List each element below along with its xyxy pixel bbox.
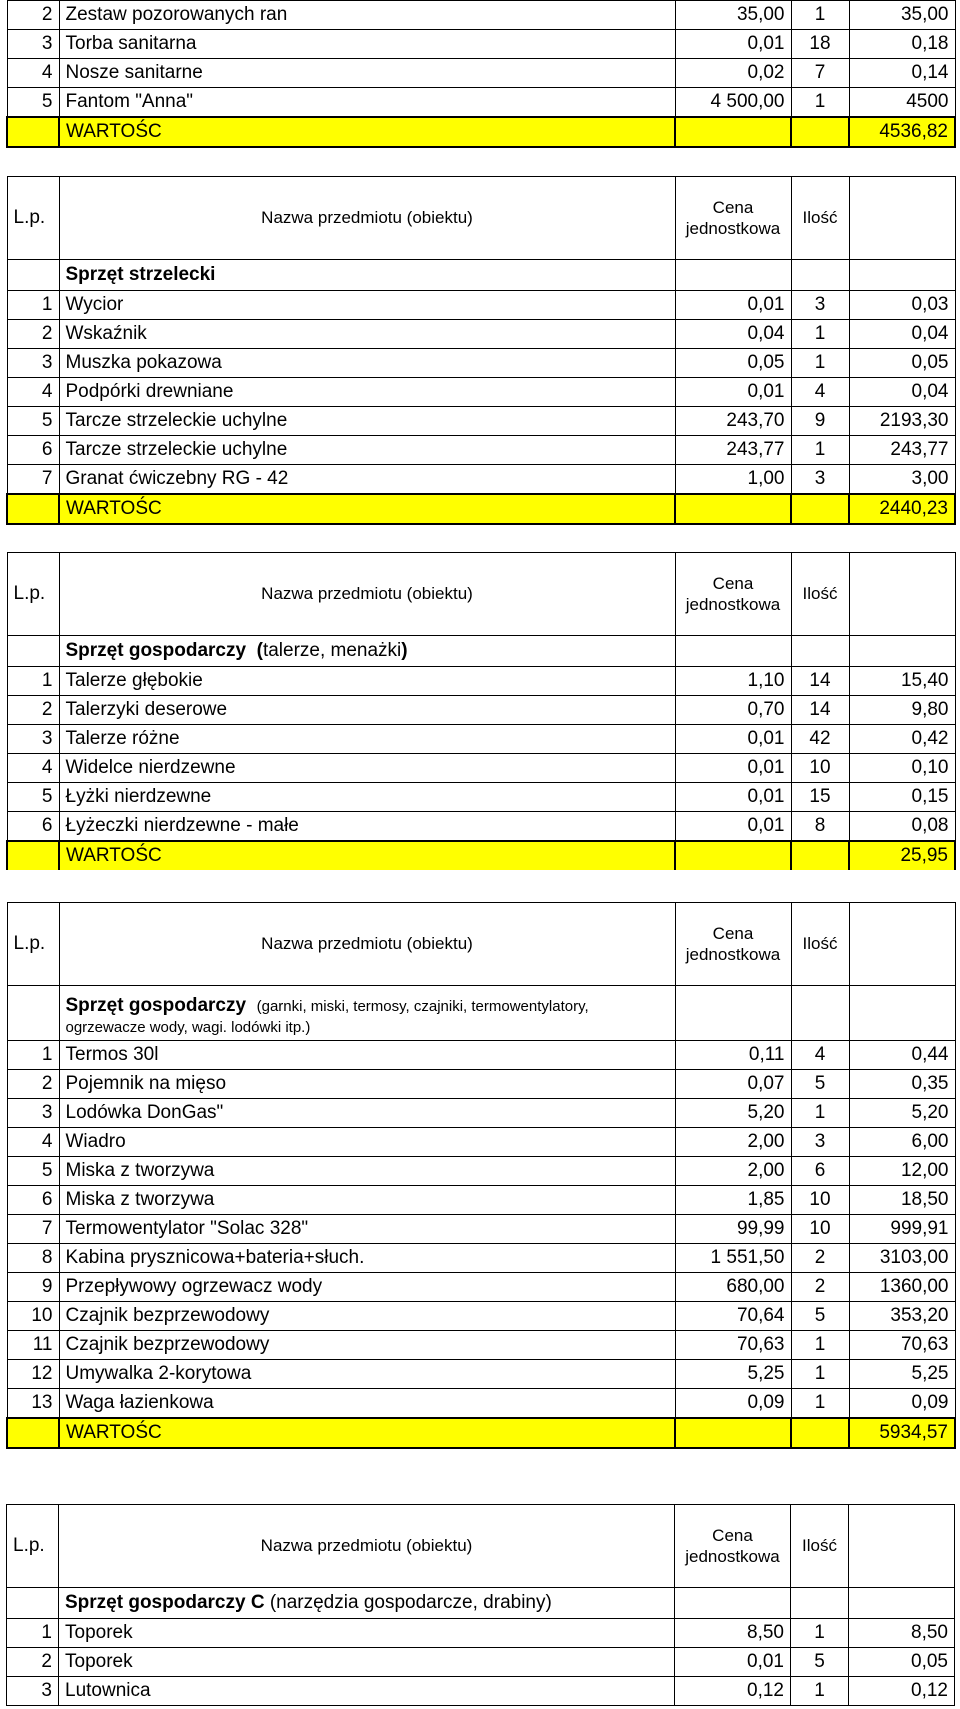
header-lp: L.p. bbox=[7, 177, 59, 260]
table-row bbox=[7, 1215, 955, 1244]
row-lp: 1 bbox=[7, 1619, 59, 1648]
row-price: 1,10 bbox=[675, 667, 791, 696]
row-price: 1,85 bbox=[675, 1186, 791, 1215]
table-block-gospodarczy-2 bbox=[6, 902, 954, 1449]
row-lp: 4 bbox=[7, 1128, 59, 1157]
row-name: Przepływowy ogrzewacz wody bbox=[59, 1273, 675, 1302]
row-price: 35,00 bbox=[675, 1, 791, 30]
row-price: 70,64 bbox=[675, 1302, 791, 1331]
row-lp: 2 bbox=[7, 696, 59, 725]
total-row bbox=[7, 494, 955, 524]
header-row bbox=[7, 177, 955, 260]
row-lp: 12 bbox=[7, 1360, 59, 1389]
row-qty: 10 bbox=[791, 754, 849, 783]
table-row bbox=[7, 59, 955, 88]
header-lp: L.p. bbox=[7, 553, 59, 636]
row-value: 1360,00 bbox=[849, 1273, 955, 1302]
row-qty: 1 bbox=[791, 1360, 849, 1389]
row-lp: 10 bbox=[7, 1302, 59, 1331]
row-lp: 3 bbox=[7, 1677, 59, 1706]
row-lp: 7 bbox=[7, 465, 59, 495]
row-value: 999,91 bbox=[849, 1215, 955, 1244]
row-value: 18,50 bbox=[849, 1186, 955, 1215]
table-row bbox=[7, 725, 955, 754]
row-name: Lutownica bbox=[59, 1677, 675, 1706]
header-row bbox=[7, 553, 955, 636]
row-lp: 5 bbox=[7, 1157, 59, 1186]
row-lp: 1 bbox=[7, 291, 59, 320]
section-title: Sprzęt gospodarczy (garnki, miski, termosy, czajniki, termowentylatory, ogrzewacze wody, wagi. lodówki itp.) bbox=[59, 986, 675, 1041]
row-name: Torba sanitarna bbox=[59, 30, 675, 59]
header-price: Cena jednostkowa bbox=[675, 177, 791, 260]
row-price: 1,00 bbox=[675, 465, 791, 495]
row-lp: 6 bbox=[7, 1186, 59, 1215]
row-name: Lodówka DonGas" bbox=[59, 1099, 675, 1128]
table-row bbox=[7, 812, 955, 842]
row-name: Talerzyki deserowe bbox=[59, 696, 675, 725]
row-qty: 10 bbox=[791, 1186, 849, 1215]
row-qty: 15 bbox=[791, 783, 849, 812]
section-row bbox=[7, 260, 955, 291]
total-label: WARTOŚC bbox=[59, 494, 675, 524]
row-value: 35,00 bbox=[849, 1, 955, 30]
row-price: 70,63 bbox=[675, 1331, 791, 1360]
row-lp: 6 bbox=[7, 812, 59, 842]
row-lp: 9 bbox=[7, 1273, 59, 1302]
row-value: 9,80 bbox=[849, 696, 955, 725]
row-value: 0,42 bbox=[849, 725, 955, 754]
row-value: 353,20 bbox=[849, 1302, 955, 1331]
row-name: Czajnik bezprzewodowy bbox=[59, 1331, 675, 1360]
row-lp: 8 bbox=[7, 1244, 59, 1273]
row-name: Miska z tworzywa bbox=[59, 1157, 675, 1186]
row-qty: 5 bbox=[791, 1302, 849, 1331]
row-qty: 1 bbox=[791, 1099, 849, 1128]
table-row bbox=[7, 465, 955, 495]
header-value bbox=[849, 553, 955, 636]
total-label: WARTOŚC bbox=[59, 841, 675, 870]
table-row bbox=[7, 1186, 955, 1215]
row-qty: 14 bbox=[791, 667, 849, 696]
row-lp: 4 bbox=[7, 378, 59, 407]
row-name: Toporek bbox=[59, 1619, 675, 1648]
row-qty: 18 bbox=[791, 30, 849, 59]
row-value: 0,08 bbox=[849, 812, 955, 842]
row-value: 0,35 bbox=[849, 1070, 955, 1099]
header-name: Nazwa przedmiotu (obiektu) bbox=[59, 903, 675, 986]
row-qty: 1 bbox=[791, 88, 849, 118]
section-title: Sprzęt gospodarczy (talerze, menażki) bbox=[59, 636, 675, 667]
row-name: Czajnik bezprzewodowy bbox=[59, 1302, 675, 1331]
table-row bbox=[7, 378, 955, 407]
row-value: 8,50 bbox=[849, 1619, 955, 1648]
row-name: Podpórki drewniane bbox=[59, 378, 675, 407]
inventory-table-gospodarczy-2 bbox=[6, 902, 956, 1449]
row-value: 2193,30 bbox=[849, 407, 955, 436]
total-row bbox=[7, 841, 955, 870]
row-qty: 14 bbox=[791, 696, 849, 725]
section-row bbox=[7, 986, 955, 1041]
table-row bbox=[7, 1041, 955, 1070]
total-value: 5934,57 bbox=[849, 1418, 955, 1448]
row-qty: 8 bbox=[791, 812, 849, 842]
row-qty: 5 bbox=[791, 1070, 849, 1099]
table-row bbox=[7, 1389, 955, 1419]
row-value: 4500 bbox=[849, 88, 955, 118]
row-name: Kabina prysznicowa+bateria+słuch. bbox=[59, 1244, 675, 1273]
row-name: Wiadro bbox=[59, 1128, 675, 1157]
header-name: Nazwa przedmiotu (obiektu) bbox=[59, 1505, 675, 1588]
row-value: 0,05 bbox=[849, 1648, 955, 1677]
table-block-strzelecki bbox=[6, 176, 954, 525]
row-name: Łyżki nierdzewne bbox=[59, 783, 675, 812]
row-qty: 1 bbox=[791, 349, 849, 378]
row-price: 0,01 bbox=[675, 30, 791, 59]
row-lp: 1 bbox=[7, 1041, 59, 1070]
header-price: Cena jednostkowa bbox=[675, 1505, 791, 1588]
row-name: Waga łazienkowa bbox=[59, 1389, 675, 1419]
header-qty: Ilość bbox=[791, 177, 849, 260]
row-qty: 1 bbox=[791, 1, 849, 30]
row-lp: 7 bbox=[7, 1215, 59, 1244]
row-price: 0,11 bbox=[675, 1041, 791, 1070]
header-lp: L.p. bbox=[7, 1505, 59, 1588]
row-value: 0,15 bbox=[849, 783, 955, 812]
row-price: 99,99 bbox=[675, 1215, 791, 1244]
table-row bbox=[7, 1128, 955, 1157]
row-price: 0,07 bbox=[675, 1070, 791, 1099]
table-row bbox=[7, 30, 955, 59]
row-qty: 1 bbox=[791, 1677, 849, 1706]
row-price: 0,70 bbox=[675, 696, 791, 725]
row-lp: 3 bbox=[7, 1099, 59, 1128]
row-name: Tarcze strzeleckie uchylne bbox=[59, 407, 675, 436]
table-row bbox=[7, 1, 955, 30]
row-price: 0,01 bbox=[675, 378, 791, 407]
header-row bbox=[7, 1505, 955, 1588]
row-name: Zestaw pozorowanych ran bbox=[59, 1, 675, 30]
header-name: Nazwa przedmiotu (obiektu) bbox=[59, 553, 675, 636]
row-value: 5,20 bbox=[849, 1099, 955, 1128]
row-price: 0,01 bbox=[675, 754, 791, 783]
row-price: 680,00 bbox=[675, 1273, 791, 1302]
row-lp: 2 bbox=[7, 1070, 59, 1099]
row-lp: 2 bbox=[7, 1, 59, 30]
row-qty: 2 bbox=[791, 1273, 849, 1302]
row-price: 0,01 bbox=[675, 1648, 791, 1677]
table-row bbox=[7, 1273, 955, 1302]
row-lp: 6 bbox=[7, 436, 59, 465]
row-price: 243,77 bbox=[675, 436, 791, 465]
table-row bbox=[7, 1157, 955, 1186]
header-value bbox=[849, 903, 955, 986]
inventory-table-top bbox=[6, 0, 956, 148]
row-qty: 7 bbox=[791, 59, 849, 88]
row-price: 0,02 bbox=[675, 59, 791, 88]
table-block-gospodarczy-c bbox=[6, 1504, 954, 1706]
row-lp: 3 bbox=[7, 30, 59, 59]
row-price: 2,00 bbox=[675, 1128, 791, 1157]
header-price: Cena jednostkowa bbox=[675, 903, 791, 986]
row-qty: 1 bbox=[791, 1619, 849, 1648]
row-qty: 4 bbox=[791, 1041, 849, 1070]
row-price: 2,00 bbox=[675, 1157, 791, 1186]
row-price: 8,50 bbox=[675, 1619, 791, 1648]
row-price: 0,09 bbox=[675, 1389, 791, 1419]
row-qty: 10 bbox=[791, 1215, 849, 1244]
row-price: 0,01 bbox=[675, 783, 791, 812]
table-row bbox=[7, 407, 955, 436]
table-row bbox=[7, 1302, 955, 1331]
table-row bbox=[7, 320, 955, 349]
row-name: Fantom "Anna" bbox=[59, 88, 675, 118]
row-value: 0,09 bbox=[849, 1389, 955, 1419]
row-name: Toporek bbox=[59, 1648, 675, 1677]
row-value: 3,00 bbox=[849, 465, 955, 495]
row-value: 3103,00 bbox=[849, 1244, 955, 1273]
row-value: 0,12 bbox=[849, 1677, 955, 1706]
row-value: 0,03 bbox=[849, 291, 955, 320]
row-qty: 1 bbox=[791, 436, 849, 465]
table-row bbox=[7, 88, 955, 118]
total-label: WARTOŚC bbox=[59, 117, 675, 147]
table-row bbox=[7, 436, 955, 465]
header-value bbox=[849, 1505, 955, 1588]
row-qty: 6 bbox=[791, 1157, 849, 1186]
row-qty: 42 bbox=[791, 725, 849, 754]
row-name: Wskaźnik bbox=[59, 320, 675, 349]
row-name: Termowentylator "Solac 328" bbox=[59, 1215, 675, 1244]
table-row bbox=[7, 1648, 955, 1677]
row-name: Tarcze strzeleckie uchylne bbox=[59, 436, 675, 465]
row-name: Talerze głębokie bbox=[59, 667, 675, 696]
table-row bbox=[7, 1070, 955, 1099]
table-row bbox=[7, 291, 955, 320]
row-value: 70,63 bbox=[849, 1331, 955, 1360]
row-value: 0,04 bbox=[849, 378, 955, 407]
row-price: 0,12 bbox=[675, 1677, 791, 1706]
total-row bbox=[7, 1418, 955, 1448]
table-row bbox=[7, 696, 955, 725]
row-lp: 5 bbox=[7, 407, 59, 436]
table-row bbox=[7, 1619, 955, 1648]
row-value: 0,44 bbox=[849, 1041, 955, 1070]
row-name: Wycior bbox=[59, 291, 675, 320]
row-value: 0,14 bbox=[849, 59, 955, 88]
row-value: 243,77 bbox=[849, 436, 955, 465]
header-row bbox=[7, 903, 955, 986]
header-value bbox=[849, 177, 955, 260]
row-price: 5,25 bbox=[675, 1360, 791, 1389]
section-title: Sprzęt strzelecki bbox=[59, 260, 675, 291]
row-name: Granat ćwiczebny RG - 42 bbox=[59, 465, 675, 495]
section-title: Sprzęt gospodarczy C (narzędzia gospodarcze, drabiny) bbox=[59, 1588, 675, 1619]
header-lp: L.p. bbox=[7, 903, 59, 986]
row-value: 5,25 bbox=[849, 1360, 955, 1389]
row-name: Talerze różne bbox=[59, 725, 675, 754]
row-value: 0,04 bbox=[849, 320, 955, 349]
row-qty: 3 bbox=[791, 465, 849, 495]
inventory-table-gospodarczy-c bbox=[6, 1504, 955, 1706]
row-lp: 4 bbox=[7, 754, 59, 783]
row-name: Miska z tworzywa bbox=[59, 1186, 675, 1215]
row-qty: 2 bbox=[791, 1244, 849, 1273]
row-price: 0,05 bbox=[675, 349, 791, 378]
total-row bbox=[7, 117, 955, 147]
section-row bbox=[7, 1588, 955, 1619]
row-lp: 2 bbox=[7, 1648, 59, 1677]
row-value: 15,40 bbox=[849, 667, 955, 696]
row-name: Muszka pokazowa bbox=[59, 349, 675, 378]
table-row bbox=[7, 1331, 955, 1360]
row-lp: 3 bbox=[7, 725, 59, 754]
table-row bbox=[7, 1677, 955, 1706]
row-qty: 9 bbox=[791, 407, 849, 436]
header-price: Cena jednostkowa bbox=[675, 553, 791, 636]
total-value: 4536,82 bbox=[849, 117, 955, 147]
row-qty: 1 bbox=[791, 1389, 849, 1419]
row-name: Nosze sanitarne bbox=[59, 59, 675, 88]
row-name: Łyżeczki nierdzewne - małe bbox=[59, 812, 675, 842]
header-qty: Ilość bbox=[791, 553, 849, 636]
row-value: 0,18 bbox=[849, 30, 955, 59]
row-price: 243,70 bbox=[675, 407, 791, 436]
total-label: WARTOŚC bbox=[59, 1418, 675, 1448]
row-qty: 3 bbox=[791, 1128, 849, 1157]
total-value: 25,95 bbox=[849, 841, 955, 870]
section-row bbox=[7, 636, 955, 667]
row-price: 0,01 bbox=[675, 725, 791, 754]
inventory-table-strzelecki bbox=[6, 176, 956, 525]
row-lp: 5 bbox=[7, 783, 59, 812]
header-qty: Ilość bbox=[791, 903, 849, 986]
row-name: Pojemnik na mięso bbox=[59, 1070, 675, 1099]
row-lp: 11 bbox=[7, 1331, 59, 1360]
row-name: Widelce nierdzewne bbox=[59, 754, 675, 783]
table-row bbox=[7, 667, 955, 696]
table-row bbox=[7, 349, 955, 378]
row-qty: 1 bbox=[791, 1331, 849, 1360]
row-price: 4 500,00 bbox=[675, 88, 791, 118]
row-price: 0,04 bbox=[675, 320, 791, 349]
row-lp: 1 bbox=[7, 667, 59, 696]
row-name: Termos 30l bbox=[59, 1041, 675, 1070]
row-lp: 3 bbox=[7, 349, 59, 378]
table-row bbox=[7, 1099, 955, 1128]
header-name: Nazwa przedmiotu (obiektu) bbox=[59, 177, 675, 260]
row-price: 1 551,50 bbox=[675, 1244, 791, 1273]
table-block-top bbox=[6, 0, 954, 148]
row-qty: 3 bbox=[791, 291, 849, 320]
table-row bbox=[7, 1360, 955, 1389]
table-row bbox=[7, 754, 955, 783]
row-name: Umywalka 2-korytowa bbox=[59, 1360, 675, 1389]
row-lp: 4 bbox=[7, 59, 59, 88]
total-value: 2440,23 bbox=[849, 494, 955, 524]
row-lp: 13 bbox=[7, 1389, 59, 1419]
row-value: 0,10 bbox=[849, 754, 955, 783]
row-price: 0,01 bbox=[675, 291, 791, 320]
table-row bbox=[7, 783, 955, 812]
row-qty: 4 bbox=[791, 378, 849, 407]
header-qty: Ilość bbox=[791, 1505, 849, 1588]
row-lp: 5 bbox=[7, 88, 59, 118]
row-value: 0,05 bbox=[849, 349, 955, 378]
row-qty: 1 bbox=[791, 320, 849, 349]
row-lp: 2 bbox=[7, 320, 59, 349]
row-value: 12,00 bbox=[849, 1157, 955, 1186]
table-block-gospodarczy-1 bbox=[6, 552, 954, 870]
inventory-table-gospodarczy-1 bbox=[6, 552, 956, 870]
row-price: 5,20 bbox=[675, 1099, 791, 1128]
row-qty: 5 bbox=[791, 1648, 849, 1677]
row-value: 6,00 bbox=[849, 1128, 955, 1157]
table-row bbox=[7, 1244, 955, 1273]
row-price: 0,01 bbox=[675, 812, 791, 842]
